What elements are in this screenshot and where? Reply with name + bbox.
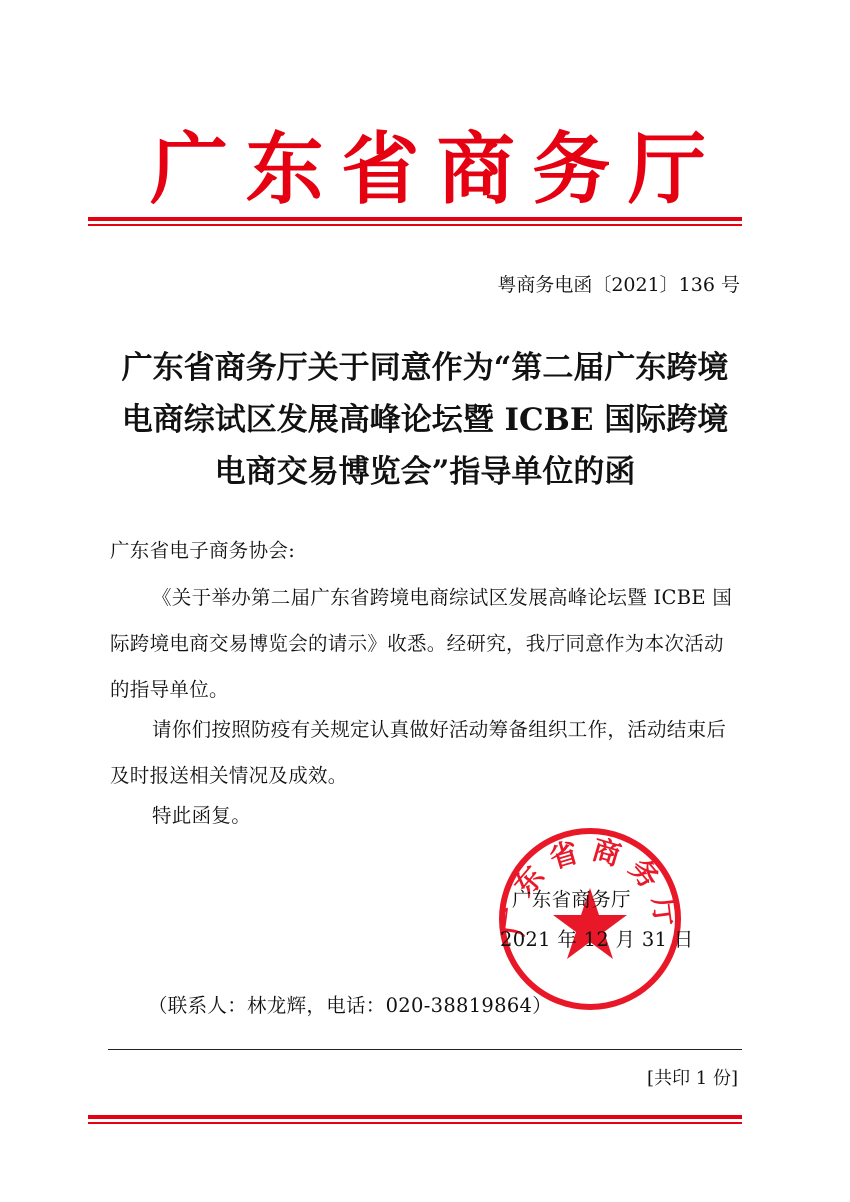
copies-count: [共印 1 份] xyxy=(647,1068,738,1089)
header-red-rule xyxy=(88,217,742,221)
masthead-char: 务 xyxy=(532,124,611,215)
closing-phrase: 特此函复。 xyxy=(152,804,252,827)
org-masthead xyxy=(100,108,750,218)
official-seal xyxy=(497,826,683,1012)
title-line: 广东省商务厅关于同意作为“第二届广东跨境 xyxy=(121,350,729,386)
title-line: 电商交易博览会”指导单位的函 xyxy=(214,454,636,490)
masthead-char: 广 xyxy=(150,124,229,215)
masthead-char: 厅 xyxy=(627,124,706,215)
masthead-char: 东 xyxy=(245,124,324,215)
masthead-char: 商 xyxy=(436,124,515,215)
footer-red-rule-thin xyxy=(88,1122,742,1124)
addressee: 广东省电子商务协会: xyxy=(110,539,296,562)
signer-name: 广东省商务厅 xyxy=(512,888,631,911)
title-line: 电商综试区发展高峰论坛暨 ICBE 国际跨境 xyxy=(121,402,729,438)
body-paragraph: 《关于举办第二届广东省跨境电商综试区发展高峰论坛暨 ICBE 国际跨境电商交易博览会的请示》收悉。经研究，我厅同意作为本次活动的指导单位。 xyxy=(110,586,733,701)
footer-divider xyxy=(108,1049,742,1050)
body-paragraph: 请你们按照防疫有关规定认真做好活动筹备组织工作，活动结束后及时报送相关情况及成效。 xyxy=(110,718,727,787)
document-title xyxy=(95,342,755,498)
seal-text: 广东省商务厅 xyxy=(497,832,683,938)
footer-red-rule xyxy=(88,1115,742,1119)
signing-date: 2021 年 12 月 31 日 xyxy=(500,928,694,951)
masthead-char: 省 xyxy=(341,124,420,215)
contact-info: （联系人：林龙辉，电话：020-38819864） xyxy=(148,994,553,1017)
header-red-rule-thin xyxy=(88,224,742,226)
document-number: 粤商务电函〔2021〕136 号 xyxy=(497,274,740,296)
